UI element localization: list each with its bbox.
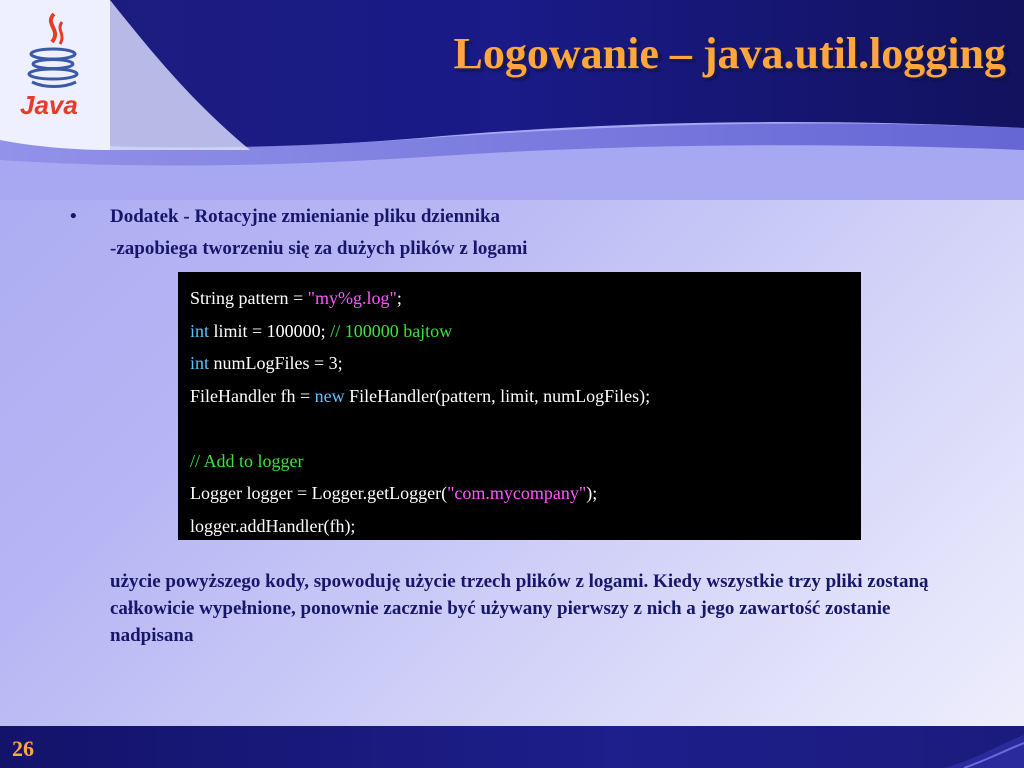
code-line: Logger logger = Logger.getLogger("com.mycompany"); <box>190 483 598 503</box>
bullet-text: Dodatek - Rotacyjne zmienianie pliku dziennika <box>110 206 501 227</box>
code-line: logger.addHandler(fh); <box>190 515 356 536</box>
page-number: 26 <box>12 736 34 761</box>
code-line: // Add to logger <box>190 450 304 471</box>
footer-bar <box>0 726 1024 768</box>
bullet-subtext: -zapobiega tworzeniu się za dużych plików z logami <box>110 238 528 259</box>
code-line: String pattern = "my%g.log"; <box>190 288 402 308</box>
code-line: int limit = 100000; // 100000 bajtow <box>190 320 453 341</box>
java-logo-text: Java <box>20 90 78 120</box>
footer-decoration <box>944 735 1024 768</box>
bullet-marker: • <box>70 206 77 227</box>
slide-title: Logowanie – java.util.logging <box>453 29 1006 78</box>
java-coffee-cup-icon <box>14 8 92 126</box>
code-line: int numLogFiles = 3; <box>190 353 343 373</box>
code-line-blank <box>190 412 849 445</box>
code-line: FileHandler fh = new FileHandler(pattern, limit, numLogFiles); <box>190 385 651 406</box>
description-paragraph: użycie powyższego kody, spowoduję użycie trzech plików z logami. Kiedy wszystkie trzy pliki zostaną całkowicie wypełnione, ponownie zacznie być używany pierwszy z nich a jego zawartość zostanie nadpisana <box>110 571 929 646</box>
code-block <box>178 272 861 540</box>
